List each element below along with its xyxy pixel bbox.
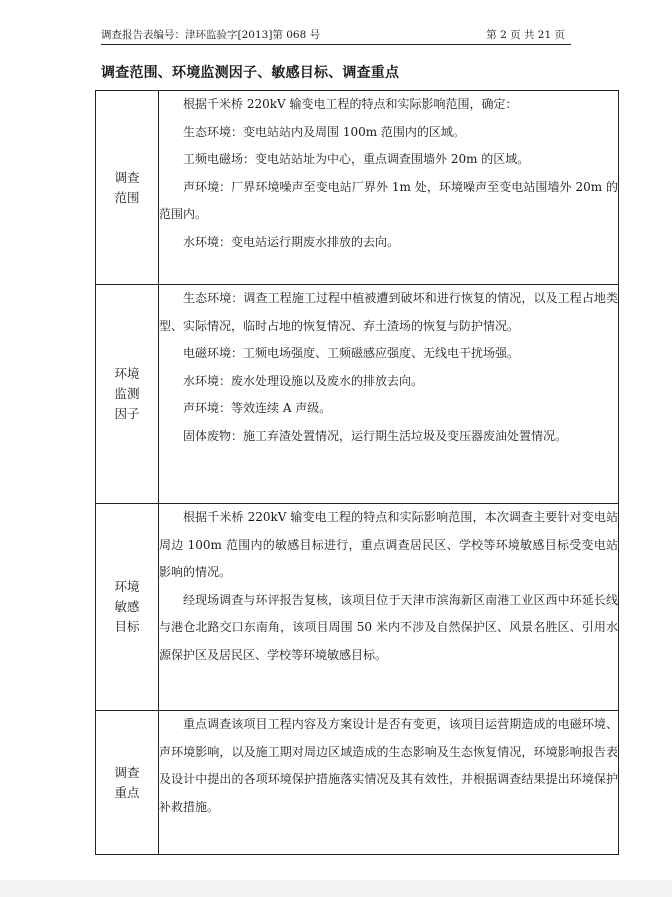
row-label-factors	[96, 285, 159, 504]
row-label-line: 重点	[114, 784, 140, 800]
row-label-line: 环境	[114, 579, 140, 594]
content-paragraph: 电磁环境：工频电场强度、工频磁感应强度、无线电干扰场强。	[183, 346, 520, 360]
row-content-factors	[159, 285, 619, 504]
header-rule	[101, 44, 571, 45]
content-paragraph: 生态环境：变电站站内及周围 100m 范围内的区域。	[183, 124, 465, 139]
row-label-line: 敏感	[114, 599, 140, 614]
row-label-line: 环境	[114, 366, 140, 381]
page-bottom-band	[0, 880, 672, 897]
row-content-targets	[159, 504, 619, 711]
content-paragraph: 生态环境：调查工程施工过程中植被遭到破坏和进行恢复的情况，以及工程占地类型、实际情况，临时占地的恢复情况、弃土渣场的恢复与防护情况。	[159, 291, 618, 333]
row-label-line: 因子	[114, 406, 140, 421]
page-number: 第 2 页 共 21 页	[486, 29, 565, 41]
row-label-scope	[96, 91, 159, 285]
survey-table	[95, 90, 619, 855]
report-number: 调查报告表编号：津环监验字[2013]第 068 号	[101, 29, 321, 41]
row-label-focus	[96, 711, 159, 855]
content-paragraph: 固体废物：施工弃渣处置情况，运行期生活垃圾及变压器废油处置情况。	[183, 428, 568, 443]
row-content-scope	[159, 91, 619, 285]
content-paragraph: 声环境：等效连续 A 声级。	[183, 401, 332, 415]
content-paragraph: 根据千米桥 220kV 输变电工程的特点和实际影响范围，本次调查主要针对变电站周边 100m 范围内的敏感目标进行，重点调查居民区、学校等环境敏感目标受变电站影响的情况。	[159, 510, 618, 579]
table-row-factors	[96, 285, 619, 504]
content-paragraph: 水环境：废水处理设施以及废水的排放去向。	[183, 373, 424, 388]
table-row-scope	[96, 91, 619, 285]
content-paragraph: 水环境：变电站运行期废水排放的去向。	[183, 234, 400, 249]
content-paragraph: 重点调查该项目工程内容及方案设计是否有变更，该项目运营期造成的电磁环境、声环境影响，以及施工期对周边区域造成的生态影响及生态恢复情况，环境影响报告表及设计中提出的各项环境保护措施落实情况及其有效性，并根据调查结果提出环境保护补救措施。	[159, 717, 618, 814]
row-label-line: 调查	[114, 169, 140, 185]
table-row-targets	[96, 504, 619, 711]
row-label-line: 监测	[114, 386, 140, 401]
table-row-focus	[96, 711, 619, 855]
row-label-line: 目标	[114, 619, 140, 634]
row-label-targets	[96, 504, 159, 711]
section-title: 调查范围、环境监测因子、敏感目标、调查重点	[101, 65, 400, 81]
content-paragraph: 声环境：厂界环境噪声至变电站厂界外 1m 处，环境噪声至变电站围墙外 20m 的范围内。	[159, 179, 618, 221]
row-label-line: 范围	[114, 189, 140, 205]
row-label-line: 调查	[114, 764, 140, 780]
row-content-focus	[159, 711, 619, 855]
content-paragraph: 根据千米桥 220kV 输变电工程的特点和实际影响范围，确定：	[183, 97, 518, 111]
content-paragraph: 经现场调查与环评报告复核，该项目位于天津市滨海新区南港工业区西中环延长线与港仓北路交口东南角，该项目周围 50 米内不涉及自然保护区、风景名胜区、引用水源保护区及居民区、学校等环境敏感目标。	[159, 592, 618, 662]
content-paragraph: 工频电磁场：变电站站址为中心，重点调查围墙外 20m 的区域。	[183, 152, 530, 166]
page-header	[101, 27, 571, 43]
